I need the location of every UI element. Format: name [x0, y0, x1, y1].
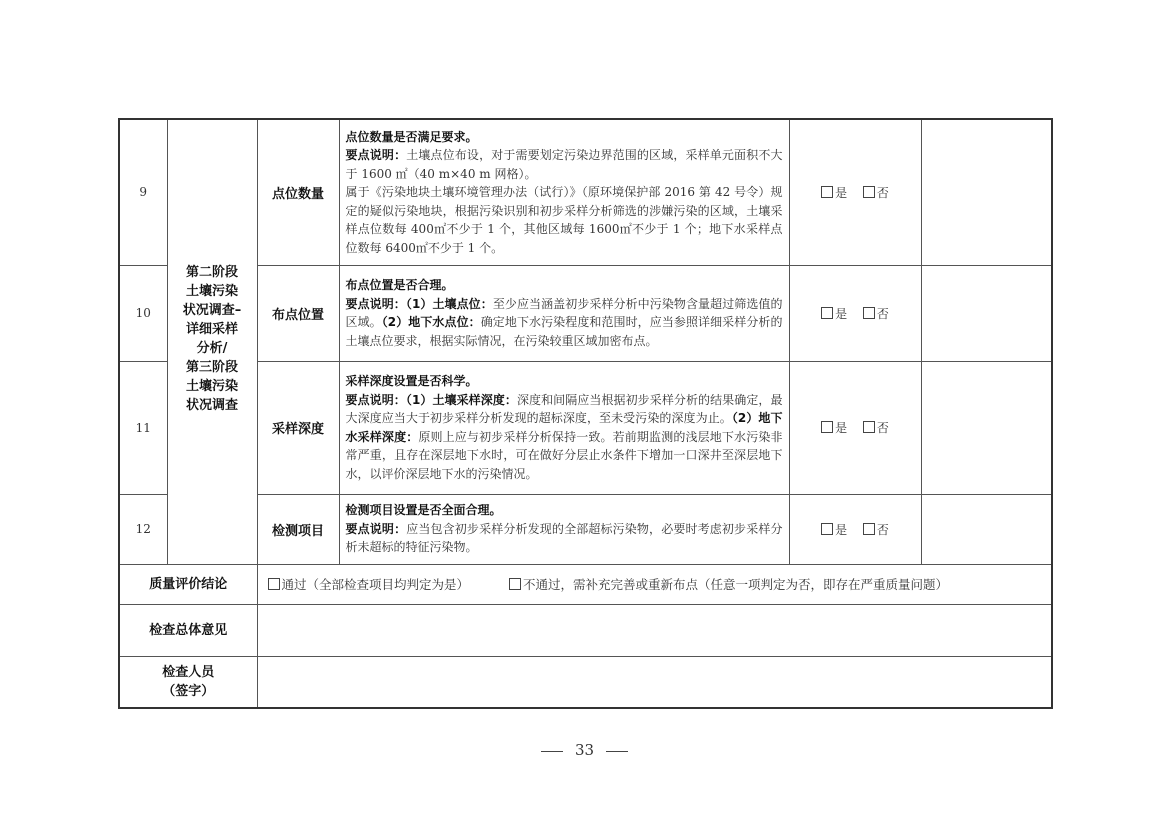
yes-option[interactable] — [821, 305, 847, 322]
checkbox-icon[interactable] — [863, 421, 875, 433]
stage-line: 状况调查 — [185, 397, 238, 413]
check-question: 检测项目设置是否全面合理。 — [345, 503, 502, 518]
option-label: 否 — [876, 306, 889, 321]
inspector-label-line: （签字） — [162, 683, 215, 699]
checkbox-icon[interactable] — [268, 578, 280, 590]
option-label: 否 — [876, 522, 889, 537]
key-label: 要点说明： — [345, 148, 407, 162]
fail-label: 不通过，需补充完善或重新布点（任意一项判定为否，即存在严重质量问题） — [523, 577, 949, 592]
signature-field[interactable] — [257, 656, 1052, 708]
checkbox-icon[interactable] — [863, 523, 875, 535]
stage-cell — [167, 119, 257, 564]
judgement-cell — [789, 119, 921, 265]
row-number: 10 — [119, 265, 167, 361]
judgement-cell — [789, 265, 921, 361]
checkbox-icon[interactable] — [821, 186, 833, 198]
checkbox-icon[interactable] — [863, 307, 875, 319]
judgement-cell — [789, 494, 921, 564]
stage-line: 状况调查– — [182, 302, 242, 318]
inspector-label — [119, 656, 257, 708]
opinion-field[interactable] — [257, 604, 1052, 656]
no-option[interactable] — [863, 419, 889, 436]
remarks-cell[interactable] — [921, 494, 1052, 564]
yes-option[interactable] — [821, 419, 847, 436]
checkbox-icon[interactable] — [863, 186, 875, 198]
check-description — [339, 265, 789, 361]
yes-option[interactable] — [821, 184, 847, 201]
key-text: 属于《污染地块土壤环境管理办法（试行）》（原环境保护部 2016 第 42 号令）规定的疑似污染地块，根据污染识别和初步采样分析筛选的涉嫌污染的区域，土壤采样点位数每 400㎡不少于 1 个，其他区域每 1600㎡不少于 1 个；地下水采样点位数每 6400㎡不少于 1 个。 — [345, 185, 783, 255]
key-label: 要点说明： — [345, 296, 406, 311]
checkbox-icon[interactable] — [821, 307, 833, 319]
no-option[interactable] — [863, 305, 889, 322]
row-number: 12 — [119, 494, 167, 564]
row-number: 11 — [119, 361, 167, 494]
option-label: 是 — [835, 421, 848, 435]
yes-option[interactable] — [821, 521, 847, 538]
checkbox-icon[interactable] — [509, 578, 521, 590]
option-label: 是 — [835, 522, 848, 537]
remarks-cell[interactable] — [921, 265, 1052, 361]
key-text: 至少应当涵盖初步采样分析中污染物含量超过筛选值的区域。 — [345, 296, 783, 329]
check-item: 采样深度 — [257, 361, 339, 494]
stage-line: 土壤污染 — [185, 283, 238, 299]
dash-icon — [541, 751, 563, 752]
checkbox-icon[interactable] — [821, 421, 833, 433]
judgement-cell — [789, 361, 921, 494]
pass-option[interactable] — [268, 577, 470, 592]
key-label: 要点说明： — [345, 392, 406, 407]
check-item: 布点位置 — [257, 265, 339, 361]
key-label: 要点说明： — [345, 521, 407, 536]
sub-label: （1）土壤采样深度： — [405, 392, 517, 407]
key-text: 确定地下水污染程度和范围时，应当参照详细采样分析的土壤点位要求，根据实际情况，在污染较重区域加密布点。 — [345, 315, 783, 348]
sub-label: （2）地下水点位： — [381, 315, 481, 329]
opinion-row — [119, 604, 1052, 656]
stage-line: 第三阶段 — [185, 359, 238, 375]
table-row — [119, 119, 1052, 265]
dash-icon — [606, 751, 628, 752]
inspector-label-line: 检查人员 — [162, 664, 215, 680]
inspector-row — [119, 656, 1052, 708]
no-option[interactable] — [863, 184, 889, 201]
opinion-label: 检查总体意见 — [119, 604, 257, 656]
key-text: 原则上应与初步采样分析保持一致。若前期监测的浅层地下水污染非常严重，且存在深层地下水时，可在做好分层止水条件下增加一口深井至深层地下水，以评价深层地下水的污染情况。 — [345, 429, 783, 481]
key-text: 土壤点位布设，对于需要划定污染边界范围的区域，采样单元面积不大于 1600 ㎡（40 m×40 m 网格）。 — [345, 148, 783, 181]
conclusion-row — [119, 564, 1052, 604]
table-row — [119, 361, 1052, 494]
page-footer — [0, 741, 1169, 759]
checkbox-icon[interactable] — [821, 523, 833, 535]
option-label: 是 — [835, 306, 848, 321]
table-row — [119, 265, 1052, 361]
option-label: 是 — [835, 185, 848, 200]
row-number: 9 — [119, 119, 167, 265]
stage-line: 第二阶段 — [185, 264, 238, 280]
option-label: 否 — [876, 185, 889, 200]
check-description — [339, 119, 789, 265]
check-description — [339, 494, 789, 564]
check-item: 点位数量 — [257, 119, 339, 265]
check-description — [339, 361, 789, 494]
key-text: 深度和间隔应当根据初步采样分析的结果确定，最大深度应当大于初步采样分析发现的超标深度，至未受污染的深度为止。 — [345, 392, 783, 425]
stage-line: 分析/ — [196, 340, 228, 356]
check-question: 布点位置是否合理。 — [345, 278, 454, 292]
sub-label: （1）土壤点位： — [405, 296, 493, 311]
check-question: 点位数量是否满足要求。 — [345, 129, 478, 144]
option-label: 否 — [876, 421, 889, 435]
remarks-cell[interactable] — [921, 119, 1052, 265]
fail-option[interactable] — [509, 577, 948, 592]
stage-line: 土壤污染 — [185, 378, 238, 394]
page-number: 33 — [574, 741, 595, 759]
stage-line: 详细采样 — [185, 321, 238, 337]
remarks-cell[interactable] — [921, 361, 1052, 494]
no-option[interactable] — [863, 521, 889, 538]
pass-label: 通过（全部检查项目均判定为是） — [281, 577, 470, 592]
sub-label: （2）地下水采样深度： — [345, 411, 783, 444]
conclusion-options — [257, 564, 1052, 604]
conclusion-label: 质量评价结论 — [119, 564, 257, 604]
quality-check-table — [118, 118, 1053, 709]
table-row — [119, 494, 1052, 564]
check-question: 采样深度设置是否科学。 — [345, 374, 478, 388]
check-item: 检测项目 — [257, 494, 339, 564]
key-text: 应当包含初步采样分析发现的全部超标污染物，必要时考虑初步采样分析未超标的特征污染物。 — [345, 521, 783, 555]
